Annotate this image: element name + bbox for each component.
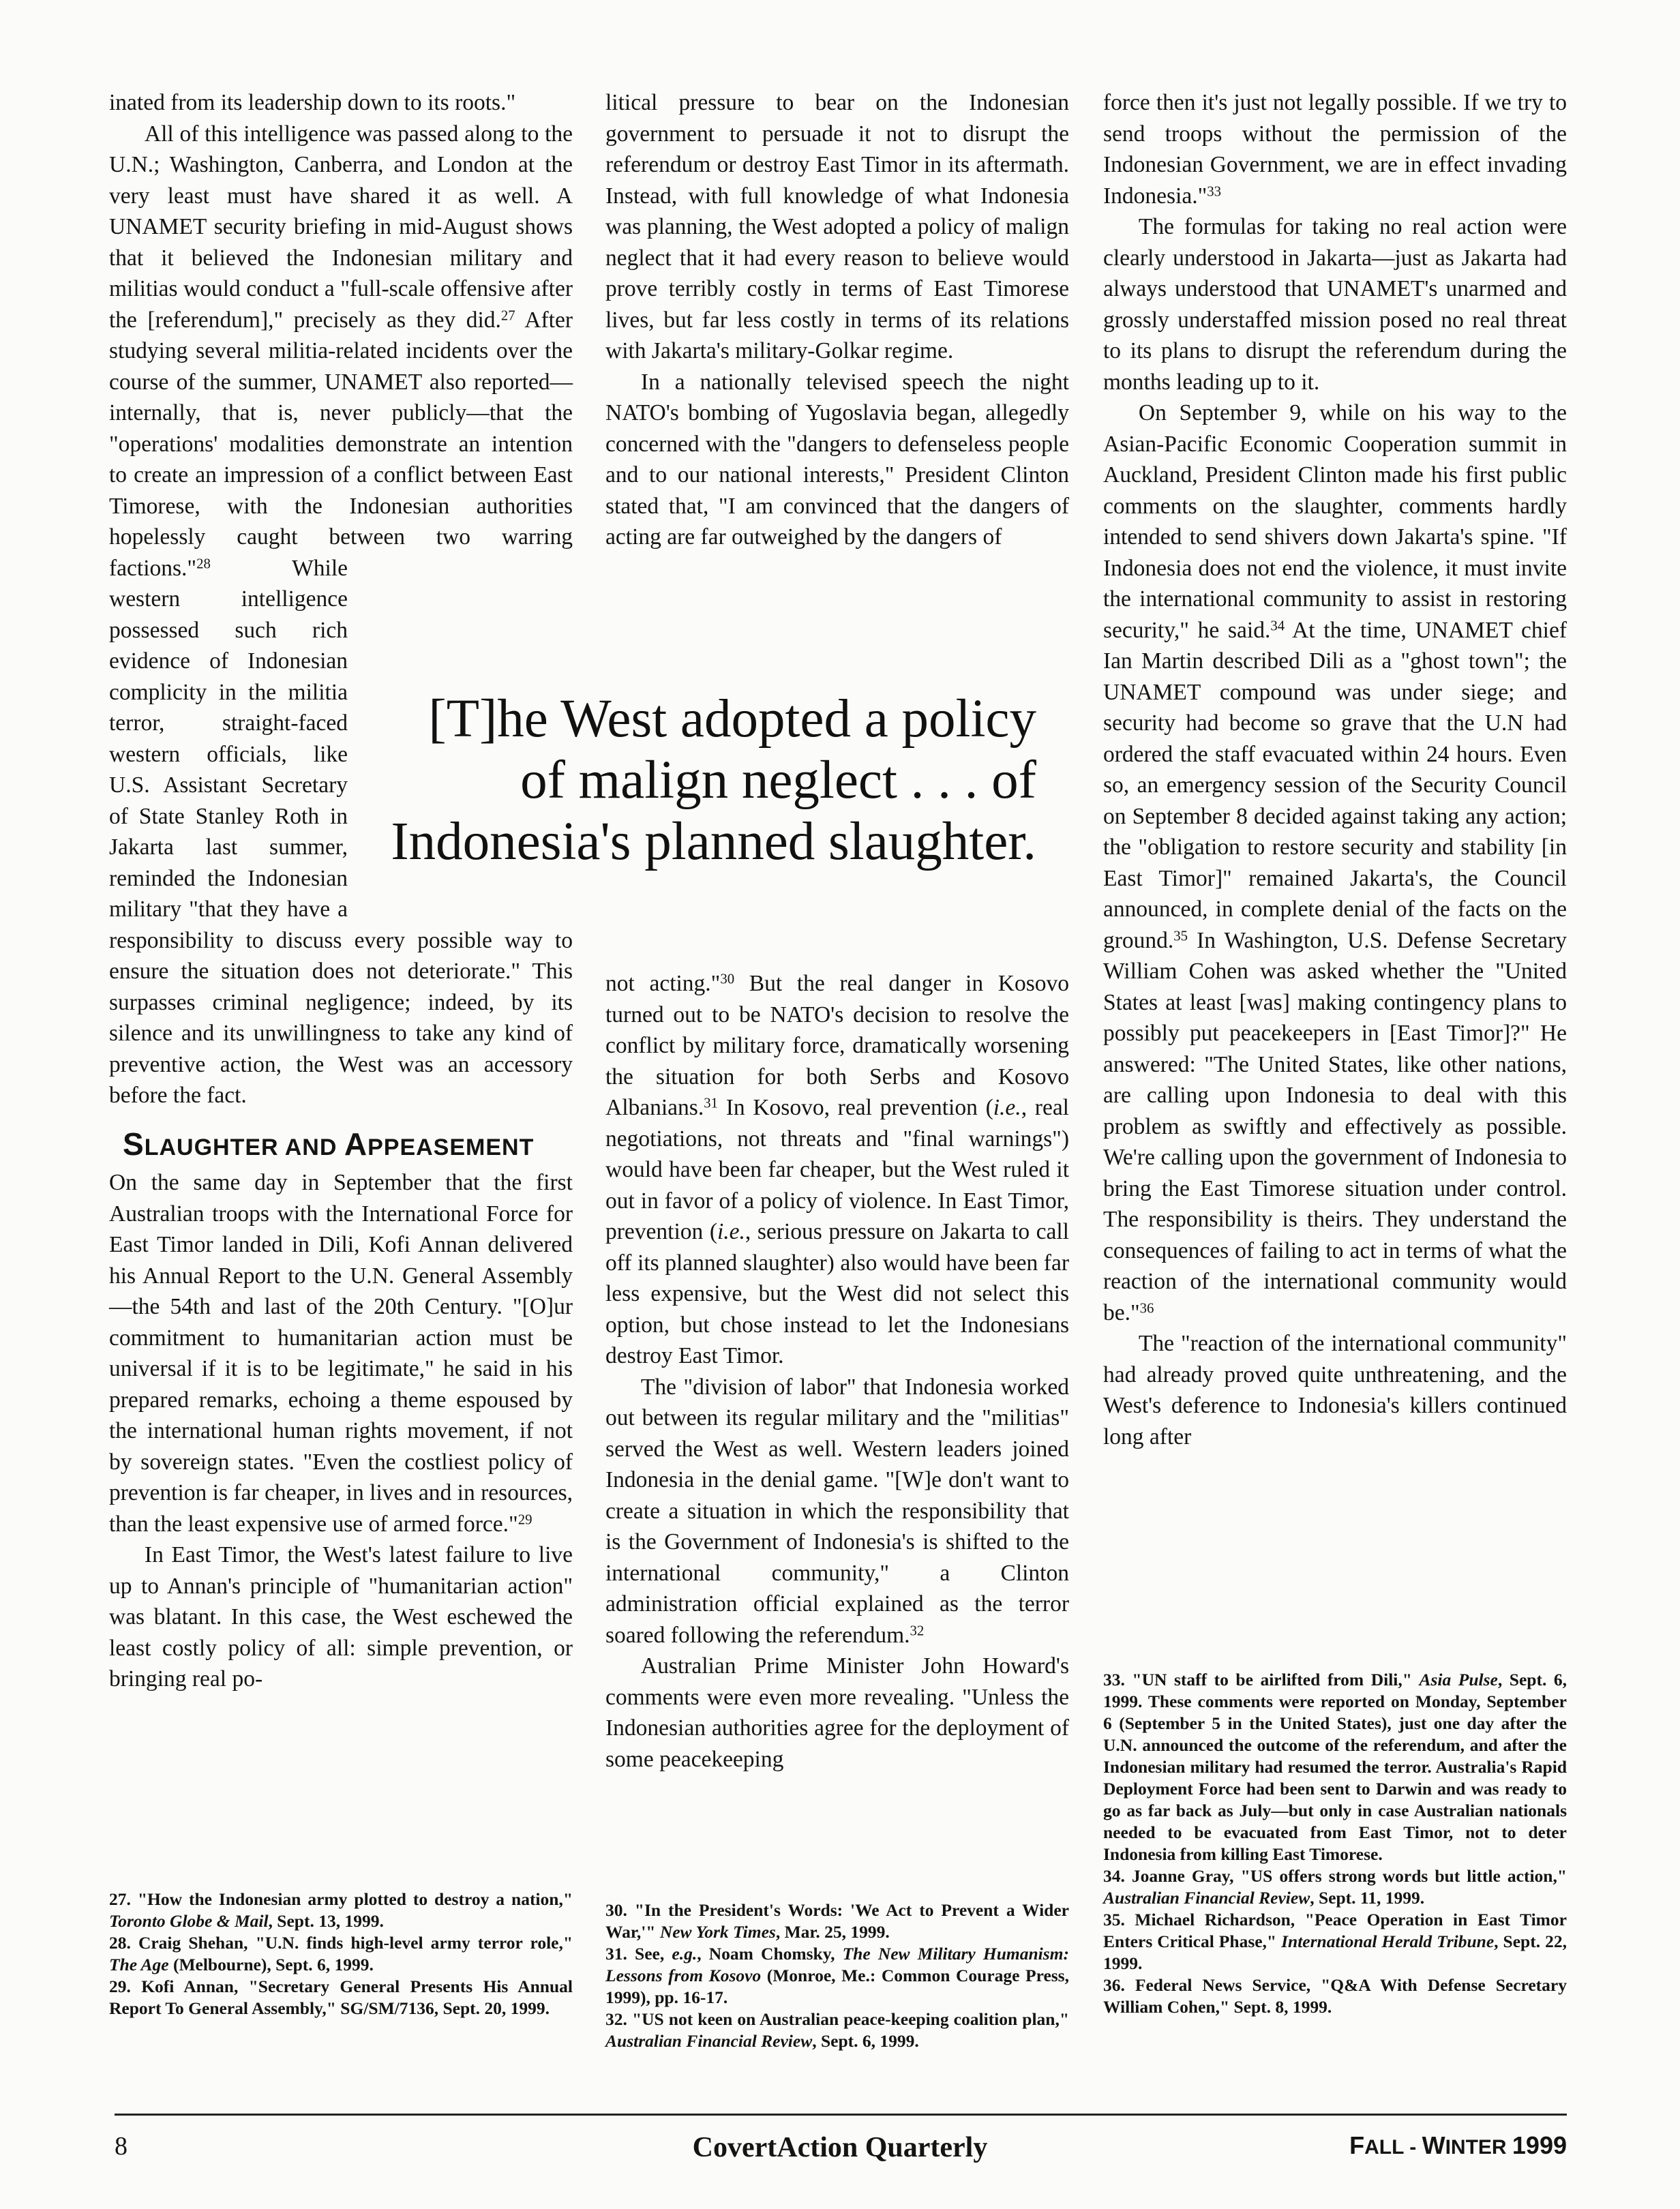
footnote-ref: 31 xyxy=(704,1095,718,1111)
footnote-ref: 30 xyxy=(720,971,735,987)
footnote: 32. "US not keen on Australian peace-keeping coalition plan," Australian Financial Review, Sept. 6, 1999. xyxy=(605,2009,1069,2051)
column-3 xyxy=(1103,87,1567,1452)
footnote-ref: 35 xyxy=(1173,928,1188,944)
paragraph: not acting."$^{30}$ But the real danger in Kosovo turned out to be NATO's decision to resolve the conflict by military force, dramatically worsening the situation for both Serbs and Kosovo Albanians.$^{31}$ In Kosovo, real prevention (i.e., real negotiations, not threats and "final warnings") would have been far cheaper, but the West ruled it out in favor of a policy of violence. In East Timor, prevention (i.e., serious pressure on Jakarta to call off its planned slaughter) also would have been far less expensive, but the West did not select this option, but chose instead to let the Indonesians destroy East Timor. xyxy=(605,971,1069,1368)
footnote: 29. Kofi Annan, "Secretary General Presents His Annual Report To General Assembly," SG/SM/7136, Sept. 20, 1999. xyxy=(109,1977,573,2018)
magazine-title: CovertAction Quarterly xyxy=(692,2132,988,2163)
paragraph: inated from its leadership down to its roots." xyxy=(109,90,516,115)
paragraph: On the same day in September that the first Australian troops with the International Force for East Timor landed in Dili, Kofi Annan delivered his Annual Report to the U.N. General Assembly—the 54th and last of the 20th Century. "[O]ur commitment to humanitarian action must be universal if it is to be legitimate," he said in his prepared remarks, echoing a theme espoused by the international human rights movement, if not by sovereign states. "Even the costliest policy of prevention is far cheaper, in lives and in resources, than the least expensive use of armed force."$^{29}$ xyxy=(109,1170,573,1537)
footnotes-col-2 xyxy=(605,1899,1069,2052)
footnote: 31. See, e.g., Noam Chomsky, The New Military Humanism: Lessons from Kosovo (Monroe, Me.: Common Courage Press, 1999), pp. 16-17. xyxy=(605,1944,1069,2007)
paragraph: force then it's just not legally possible. If we try to send troops without the permission of the Indonesian Government, we are in effect invading Indonesia."$^{33}$ xyxy=(1103,90,1567,209)
column-2-bottom xyxy=(605,968,1069,1775)
paragraph: In East Timor, the West's latest failure to live up to Annan's principle of "humanitarian action" was blatant. In this case, the West eschewed the least costly policy of all: simple prevention, or bringing real po- xyxy=(109,1542,573,1692)
footnote: 30. "In the President's Words: 'We Act to Prevent a Wider War,'" New York Times, Mar. 25, 1999. xyxy=(605,1900,1069,1942)
footnote: 28. Craig Shehan, "U.N. finds high-level army terror role," The Age (Melbourne), Sept. 6, 1999. xyxy=(109,1933,573,1974)
paragraph: Australian Prime Minister John Howard's comments were even more revealing. "Unless the Indonesian authorities agree for the deployment of some peacekeeping xyxy=(605,1653,1069,1772)
pull-quote: [T]he West adopted a policy of malign neglect . . . of Indonesia's planned slaughter. xyxy=(391,689,1036,871)
footnotes-col-3 xyxy=(1103,1669,1567,2018)
paragraph: litical pressure to bear on the Indonesian government to persuade it not to disrupt the referendum or destroy East Timor in its aftermath. Instead, with full knowledge of what Indonesia was planning, the West adopted a policy of malign neglect that it had every reason to believe would prove terribly costly in terms of East Timorese lives, but far less costly in terms of its relations with Jakarta's military-Golkar regime. xyxy=(605,90,1069,363)
paragraph: All of this intelligence was passed along to the U.N.; Washington, Canberra, and London at the very least must have shared it as well. A UNAMET security briefing in mid-August shows that it believed the Indonesian military and militias would conduct a "full-scale offensive after the [referendum]," precisely as they did.$^{27}$ After studying several militia-related incidents over the course of the summer, UNAMET also reported—internally, that is, never publicly—that the "operations' modalities demonstrate an intention to create an impression of a conflict between East Timorese, with the Indonesian authorities hopelessly caught between two warring factions." $^{28}$ While western intelligence possessed such rich evidence of Indonesian complicity in the militia terror, straight-faced western officials, like U.S. Assistant Secretary of State Stanley Roth in Jakarta last summer, reminded the Indonesian military "that they have a responsibility to discuss every possible way to ensure the situation does not deteriorate." This surpasses criminal negligence; indeed, by its silence and its unwillingness to take any kind of preventive action, the West was an accessory before the fact. xyxy=(109,121,573,1108)
section-heading: SLAUGHTER AND APPEASEMENT xyxy=(123,1126,535,1162)
footnote: 35. Michael Richardson, "Peace Operation in East Timor Enters Critical Phase," International Herald Tribune, Sept. 22, 1999. xyxy=(1103,1910,1567,1973)
footnote-ref: 27 xyxy=(500,307,515,324)
footnote: 33. "UN staff to be airlifted from Dili," Asia Pulse, Sept. 6, 1999. These comments were reported on Monday, September 6 (September 5 in the United States), just one day after the U.N. announced the outcome of the referendum, and after the Indonesian military had resumed the terror. Australia's Rapid Deployment Force had been sent to Darwin and was ready to go as far back as July—but only in case Australian nationals needed to be evacuated from East Timor, not to deter Indonesia from killing East Timorese. xyxy=(1103,1670,1567,1864)
paragraph: The "reaction of the international community" had already proved quite unthreatening, and the West's deference to Indonesia's killers continued long after xyxy=(1103,1331,1567,1449)
footnote: 34. Joanne Gray, "US offers strong words but little action," Australian Financial Review, Sept. 11, 1999. xyxy=(1103,1866,1567,1908)
footnote-ref: 32 xyxy=(910,1623,925,1639)
footnote-ref: 28 xyxy=(196,556,211,572)
footnote-ref: 33 xyxy=(1207,183,1222,200)
footer-rule xyxy=(115,2114,1567,2116)
footnote: 36. Federal News Service, "Q&A With Defense Secretary William Cohen," Sept. 8, 1999. xyxy=(1103,1975,1567,2017)
footnote: 27. "How the Indonesian army plotted to destroy a nation," Toronto Globe & Mail, Sept. 13, 1999. xyxy=(109,1889,573,1931)
footnote-ref: 36 xyxy=(1139,1300,1154,1317)
footnote-ref: 29 xyxy=(518,1512,532,1528)
column-2-top xyxy=(605,87,1069,553)
issue-date: FALL - WINTER 1999 xyxy=(1349,2131,1567,2159)
paragraph: The "division of labor" that Indonesia worked out between its regular military and the "militias" served the West as well. Western leaders joined Indonesia in the denial game. "[W]e don't want to create a situation in which the responsibility that is the Government of Indonesia's is shifted to the international community," a Clinton administration official explained as the terror soared following the referendum.$^{32}$ xyxy=(605,1374,1069,1648)
footnotes-col-1 xyxy=(109,1889,573,2019)
footnote-ref: 34 xyxy=(1270,618,1285,634)
column-1 xyxy=(109,87,573,1695)
paragraph: The formulas for taking no real action were clearly understood in Jakarta—just as Jakarta had always understood that UNAMET's unarmed and grossly understaffed mission posed no real threat to its plans to disrupt the referendum during the months leading up to it. xyxy=(1103,214,1567,395)
page-number: 8 xyxy=(115,2132,127,2161)
paragraph: On September 9, while on his way to the Asian-Pacific Economic Cooperation summit in Auckland, President Clinton made his first public comments on the slaughter, comments hardly intended to send shivers down Jakarta's spine. "If Indonesia does not end the violence, it must invite the international community to assist in restoring security," he said.$^{34}$ At the time, UNAMET chief Ian Martin described Dili as a "ghost town"; the UNAMET compound was under siege; and security had become so grave that the U.N had ordered the staff evacuated within 24 hours. Even so, an emergency session of the Security Council on September 8 decided against taking any action; the "obligation to restore security and stability [in East Timor]" remained Jakarta's, the Council announced, in complete denial of the facts on the ground.$^{35}$ In Washington, U.S. Defense Secretary William Cohen was asked whether the "United States at least [was] making contingency plans to possibly put peacekeepers in [East Timor]?" He answered: "The United States, like other nations, are calling upon Indonesia to deal with this problem as swiftly and effectively as possible. We're calling upon the government of Indonesia to bring the East Timorese situation under control. The responsibility is theirs. They understand the consequences of failing to act in terms of what the reaction of the international community would be."$^{36}$ xyxy=(1103,400,1567,1325)
paragraph: In a nationally televised speech the night NATO's bombing of Yugoslavia began, allegedly concerned with the "dangers to defenseless people and to our national interests," President Clinton stated that, "I am convinced that the dangers of acting are far outweighed by the dangers of xyxy=(605,369,1069,550)
